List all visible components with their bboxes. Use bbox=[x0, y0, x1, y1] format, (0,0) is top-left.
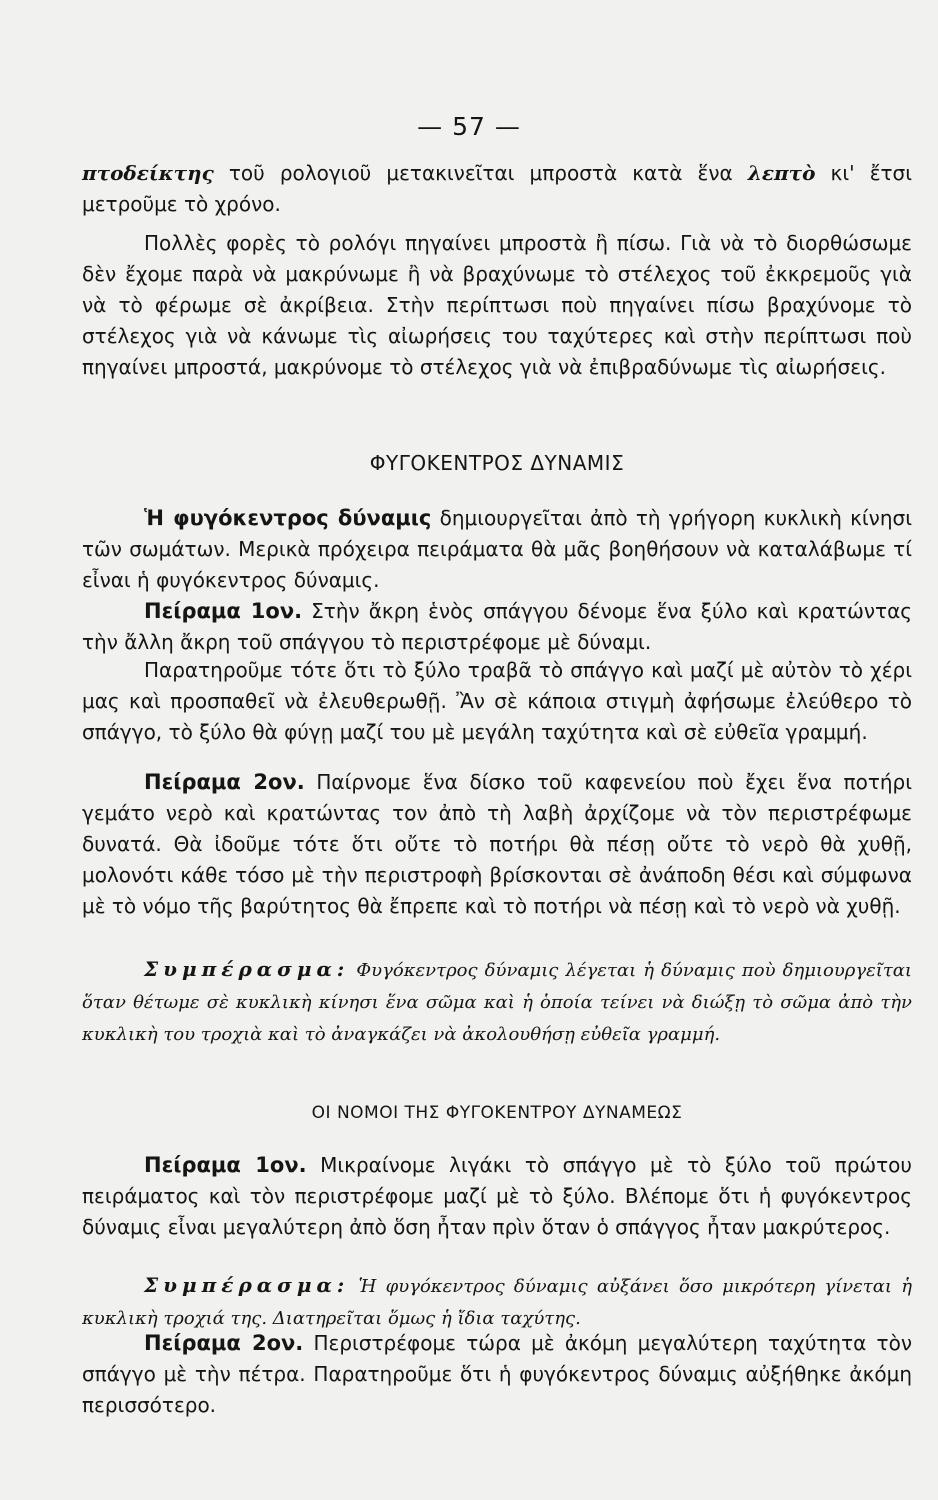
para1-text-b: κι' ἔτσι μετροῦμε τὸ χρόνο. bbox=[82, 161, 912, 216]
bold-centrifugal-force: Ἡ φυγόκεντρος δύναμις bbox=[144, 506, 432, 530]
term-minute: λεπτὸ bbox=[747, 161, 816, 185]
conclusion-2-text: Ἡ φυγόκεντρος δύναμις αὐξάνει ὅσο μικρότερη γίνεται ἡ κυκλικὴ τροχιά της. Διατηρεῖται ὅμως ἡ ἴδια ταχύτης. bbox=[82, 1276, 912, 1329]
section-heading-laws bbox=[82, 1098, 912, 1129]
conclusion-1 bbox=[82, 954, 912, 1050]
experiment-2-label: Πείραμα 2ον. bbox=[144, 770, 305, 794]
page-number: — 57 — bbox=[417, 112, 521, 141]
conclusion-2 bbox=[82, 1270, 912, 1334]
experiment-1 bbox=[82, 596, 912, 658]
paragraph-clock-ending bbox=[82, 158, 912, 220]
para3-text: δημιουργεῖται ἀπὸ τὴ γρήγορη κυκλικὴ κίνησι τῶν σωμάτων. Μερικὰ πρόχειρα πειράματα θὰ μᾶς βοηθήσουν νὰ καταλάβωμε τί εἶναι ἡ φυγόκεντρος δύναμις. bbox=[82, 506, 912, 592]
experiment-1-label: Πείραμα 1ον. bbox=[144, 599, 303, 623]
experiment-3 bbox=[82, 1150, 912, 1243]
conclusion-1-text: Φυγόκεντρος δύναμις λέγεται ἡ δύναμις ποὺ δημιουργεῖται ὅταν θέτωμε σὲ κυκλικὴ κίνησι ἕνα σῶμα καὶ ἡ ὁποία τείνει νὰ διώξῃ τὸ σῶμα ἀπὸ τὴν κυκλικὴ του τροχιὰ καὶ τὸ ἀναγκάζει νὰ ἀκολουθήσῃ εὐθεῖα γραμμή. bbox=[82, 960, 912, 1045]
experiment-3-text: Μικραίνομε λιγάκι τὸ σπάγγο μὲ τὸ ξύλο τοῦ πρώτου πειράματος καὶ τὸν περιστρέφομε μαζί μὲ τὸ ξύλο. Βλέπομε ὅτι ἡ φυγόκεντρος δύναμις εἶναι μεγαλύτερη ἀπὸ ὅση ἦταν πρὶν ὅταν ὁ σπάγγος ἦταν μακρύτερος. bbox=[82, 1153, 912, 1239]
para4-text: Παρατηροῦμε τότε ὅτι τὸ ξύλο τραβᾶ τὸ σπάγγο καὶ μαζί μὲ αὐτὸν τὸ χέρι μας καὶ προσπαθεῖ νὰ ἐλευθερωθῇ. Ἂν σὲ κάποια στιγμὴ ἀφήσωμε ἐλεύθερο τὸ σπάγγο, τὸ ξύλο θὰ φύγῃ μαζί του μὲ μεγάλη ταχύτητα καὶ σὲ εὐθεῖα γραμμή. bbox=[82, 658, 912, 744]
experiment-4-text: Περιστρέφομε τώρα μὲ ἀκόμη μεγαλύτερη ταχύτητα τὸν σπάγγο μὲ τὴν πέτρα. Παρατηροῦμε ὅτι ἡ φυγόκεντρος δύναμις αὐξήθηκε ἀκόμη περισσότερο. bbox=[82, 1331, 912, 1417]
para1-text-a: τοῦ ρολογιοῦ μετακινεῖται μπροστὰ κατὰ ἕνα bbox=[213, 161, 748, 185]
heading-laws-centrifugal: ΟΙ ΝΟΜΟΙ ΤΗΣ ΦΥΓΟΚΕΝΤΡΟΥ ΔΥΝΑΜΕΩΣ bbox=[311, 1103, 683, 1123]
term-hand: πτοδείκτης bbox=[82, 161, 214, 185]
experiment-2-text: Παίρνομε ἕνα δίσκο τοῦ καφενείου ποὺ ἔχει ἕνα ποτήρι γεμάτο νερὸ καὶ κρατώντας τον ἀπὸ τὴ λαβὴ ἀρχίζομε νὰ τὸν περιστρέφωμε δυνατά. Θὰ ἰδοῦμε τότε ὅτι οὔτε τὸ ποτήρι θὰ πέσῃ οὔτε τὸ νερὸ θὰ χυθῇ, μολονότι κάθε τόσο μὲ τὴν περιστροφὴ βρίσκονται σὲ ἀνάποδη θέσι καὶ σύμφωνα μὲ τὸ νόμο τῆς βαρύτητος θὰ ἔπρεπε καὶ τὸ ποτήρι νὰ πέσῃ καὶ τὸ νερὸ νὰ χυθῇ. bbox=[82, 770, 913, 918]
experiment-3-label: Πείραμα 1ον. bbox=[144, 1153, 307, 1177]
heading-centrifugal-force: ΦΥΓΟΚΕΝΤΡΟΣ ΔΥΝΑΜΙΣ bbox=[369, 451, 625, 475]
conclusion-2-label: Συμπέρασμα: bbox=[144, 1273, 350, 1297]
experiment-4-label: Πείραμα 2ον. bbox=[144, 1331, 304, 1355]
section-heading-centrifugal bbox=[82, 448, 912, 479]
para2-text: Πολλὲς φορὲς τὸ ρολόγι πηγαίνει μπροστὰ ἢ πίσω. Γιὰ νὰ τὸ διορθώσωμε δὲν ἔχομε παρὰ νὰ μακρύνωμε ἢ νὰ βραχύνωμε τὸ στέλεχος τοῦ ἐκκρεμοῦς γιὰ νὰ τὸ φέρωμε σὲ ἀκρίβεια. Στὴν περίπτωσι ποὺ πηγαίνει πίσω βραχύνομε τὸ στέλεχος γιὰ νὰ κάνωμε τὶς αἰωρήσεις του ταχύτερες καὶ στὴν περίπτωσι ποὺ πηγαίνει μπροστά, μακρύνομε τὸ στέλεχος γιὰ νὰ ἐπιβραδύνωμε τὶς αἰωρήσεις. bbox=[82, 231, 912, 379]
experiment-4 bbox=[82, 1328, 912, 1421]
conclusion-1-label: Συμπέρασμα: bbox=[144, 957, 350, 981]
experiment-2 bbox=[82, 767, 912, 922]
experiment-1-text: Στὴν ἄκρη ἑνὸς σπάγγου δένομε ἕνα ξύλο καὶ κρατώντας τὴν ἄλλη ἄκρη τοῦ σπάγγου τὸ περιστρέφομε μὲ δύναμι. bbox=[82, 599, 912, 654]
paragraph-centrifugal-intro bbox=[82, 503, 912, 596]
paragraph-pendulum-adjust bbox=[82, 228, 912, 383]
paragraph-observation bbox=[82, 655, 912, 748]
